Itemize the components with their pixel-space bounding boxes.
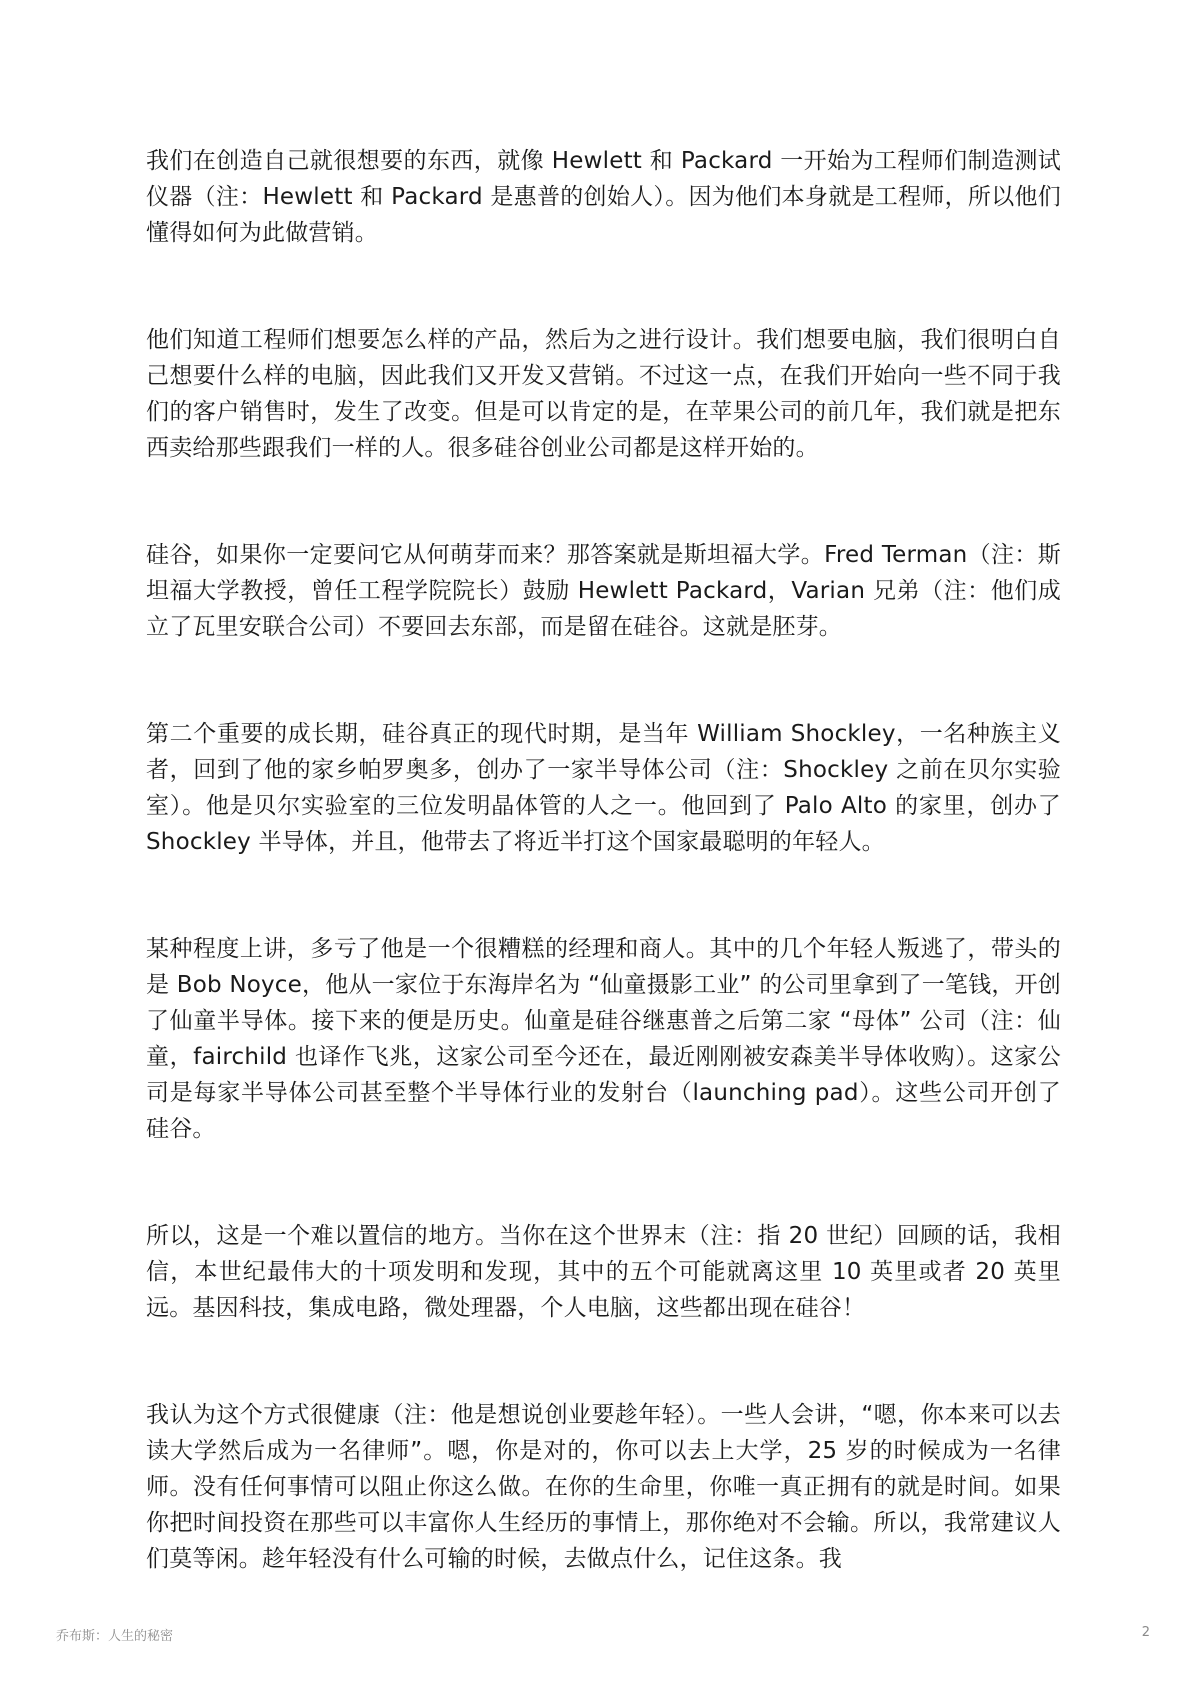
- paragraph-3: 硅谷，如果你一定要问它从何萌芽而来？那答案就是斯坦福大学。Fred Terman（注：斯坦福大学教授，曾任工程学院院长）鼓励 Hewlett Packard，Varian 兄弟（注：他们成立了瓦里安联合公司）不要回去东部，而是留在硅谷。这就是胚芽。: [146, 542, 1061, 640]
- paragraph-7: 我认为这个方式很健康（注：他是想说创业要趁年轻）。一些人会讲，“嗯，你本来可以去读大学然后成为一名律师”。嗯，你是对的，你可以去上大学，25 岁的时候成为一名律师。没有任何事情可以阻止你这么做。在你的生命里，你唯一真正拥有的就是时间。如果你把时间投资在那些可以丰富你人生经历的事情上，那你绝对不会输。所以，我常建议人们莫等闲。趁年轻没有什么可输的时候，去做点什么，记住这条。我: [146, 1402, 1061, 1572]
- paragraph-6: 所以，这是一个难以置信的地方。当你在这个世界末（注：指 20 世纪）回顾的话，我相信，本世纪最伟大的十项发明和发现，其中的五个可能就离这里 10 英里或者 20 英里远。基因科技，集成电路，微处理器，个人电脑，这些都出现在硅谷！: [146, 1223, 1061, 1321]
- page-body: [146, 143, 1061, 1648]
- paragraph-5: 某种程度上讲，多亏了他是一个很糟糕的经理和商人。其中的几个年轻人叛逃了，带头的是 Bob Noyce，他从一家位于东海岸名为 “仙童摄影工业” 的公司里拿到了一笔钱，开创了仙童半导体。接下来的便是历史。仙童是硅谷继惠普之后第二家 “母体” 公司（注：仙童，fairchild 也译作飞兆，这家公司至今还在，最近刚刚被安森美半导体收购）。这家公司是每家半导体公司甚至整个半导体行业的发射台（launching pad）。这些公司开创了硅谷。: [146, 936, 1061, 1142]
- paragraph-1: 我们在创造自己就很想要的东西，就像 Hewlett 和 Packard 一开始为工程师们制造测试仪器（注：Hewlett 和 Packard 是惠普的创始人）。因为他们本身就是工程师，所以他们懂得如何为此做营销。: [146, 148, 1061, 246]
- paragraph-2: 他们知道工程师们想要怎么样的产品，然后为之进行设计。我们想要电脑，我们很明白自己想要什么样的电脑，因此我们又开发又营销。不过这一点，在我们开始向一些不同于我们的客户销售时，发生了改变。但是可以肯定的是，在苹果公司的前几年，我们就是把东西卖给那些跟我们一样的人。很多硅谷创业公司都是这样开始的。: [146, 327, 1061, 461]
- footer-document-title: 乔布斯：人生的秘密: [56, 1629, 174, 1644]
- footer-page-number: 2: [1141, 1625, 1150, 1640]
- paragraph-4: 第二个重要的成长期，硅谷真正的现代时期，是当年 William Shockley，一名种族主义者，回到了他的家乡帕罗奥多，创办了一家半导体公司（注：Shockley 之前在贝尔实验室）。他是贝尔实验室的三位发明晶体管的人之一。他回到了 Palo Alto 的家里，创办了 Shockley 半导体，并且，他带去了将近半打这个国家最聪明的年轻人。: [146, 721, 1061, 855]
